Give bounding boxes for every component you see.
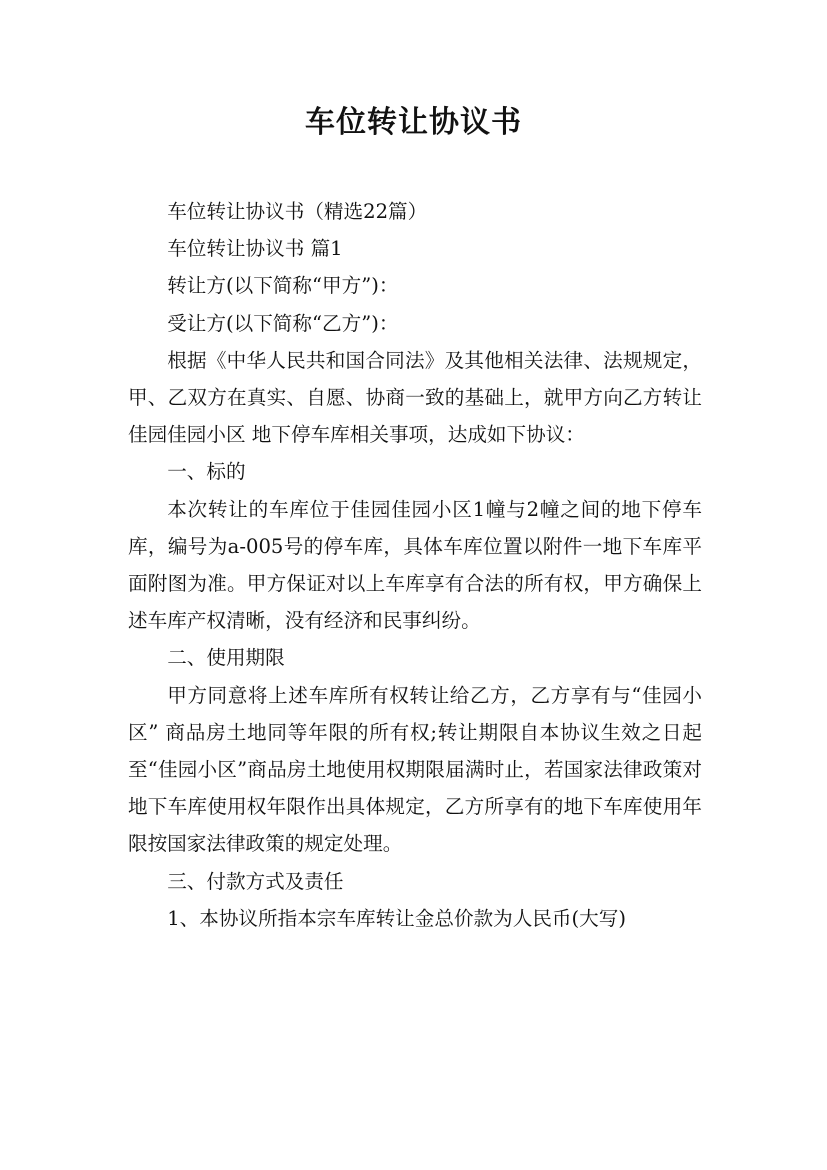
paragraph-transferor: 转让方(以下简称“甲方”)： xyxy=(167,274,399,298)
paragraph-payment-1: 1、本协议所指本宗车库转让金总价款为人民币(大写) xyxy=(167,906,627,930)
paragraph-subject: 本次转让的车库位于佳园佳园小区1幢与2幢之间的地下停车库，编号为a-005号的停车库，具体车库位置以附件一地下车库平面附图为准。甲方保证对以上车库享有合法的所有权，甲方确保上述车库产权清晰，没有经济和民事纠纷。 xyxy=(128,497,702,633)
document-body xyxy=(128,193,702,937)
paragraph-heading-term: 二、使用期限 xyxy=(167,646,285,670)
paragraph-preamble: 根据《中华人民共和国合同法》及其他相关法律、法规规定，甲、乙双方在真实、自愿、协商一致的基础上，就甲方向乙方转让佳园佳园小区 地下停车库相关事项，达成如下协议： xyxy=(128,348,702,447)
paragraph-section-heading: 车位转让协议书 篇1 xyxy=(167,237,343,261)
paragraph-subtitle: 车位转让协议书（精选22篇） xyxy=(167,200,428,223)
document-title: 车位转让协议书 xyxy=(305,105,522,140)
paragraph-heading-payment: 三、付款方式及责任 xyxy=(167,869,344,893)
paragraph-heading-subject: 一、标的 xyxy=(167,460,246,484)
paragraph-transferee: 受让方(以下简称“乙方”)： xyxy=(167,311,399,335)
paragraph-term: 甲方同意将上述车库所有权转让给乙方，乙方享有与“佳园小区” 商品房土地同等年限的所有权;转让期限自本协议生效之日起至“佳园小区”商品房土地使用权期限届满时止，若国家法律政策对地下车库使用权年限作出具体规定，乙方所享有的地下车库使用年限按国家法律政策的规定处理。 xyxy=(128,683,702,856)
